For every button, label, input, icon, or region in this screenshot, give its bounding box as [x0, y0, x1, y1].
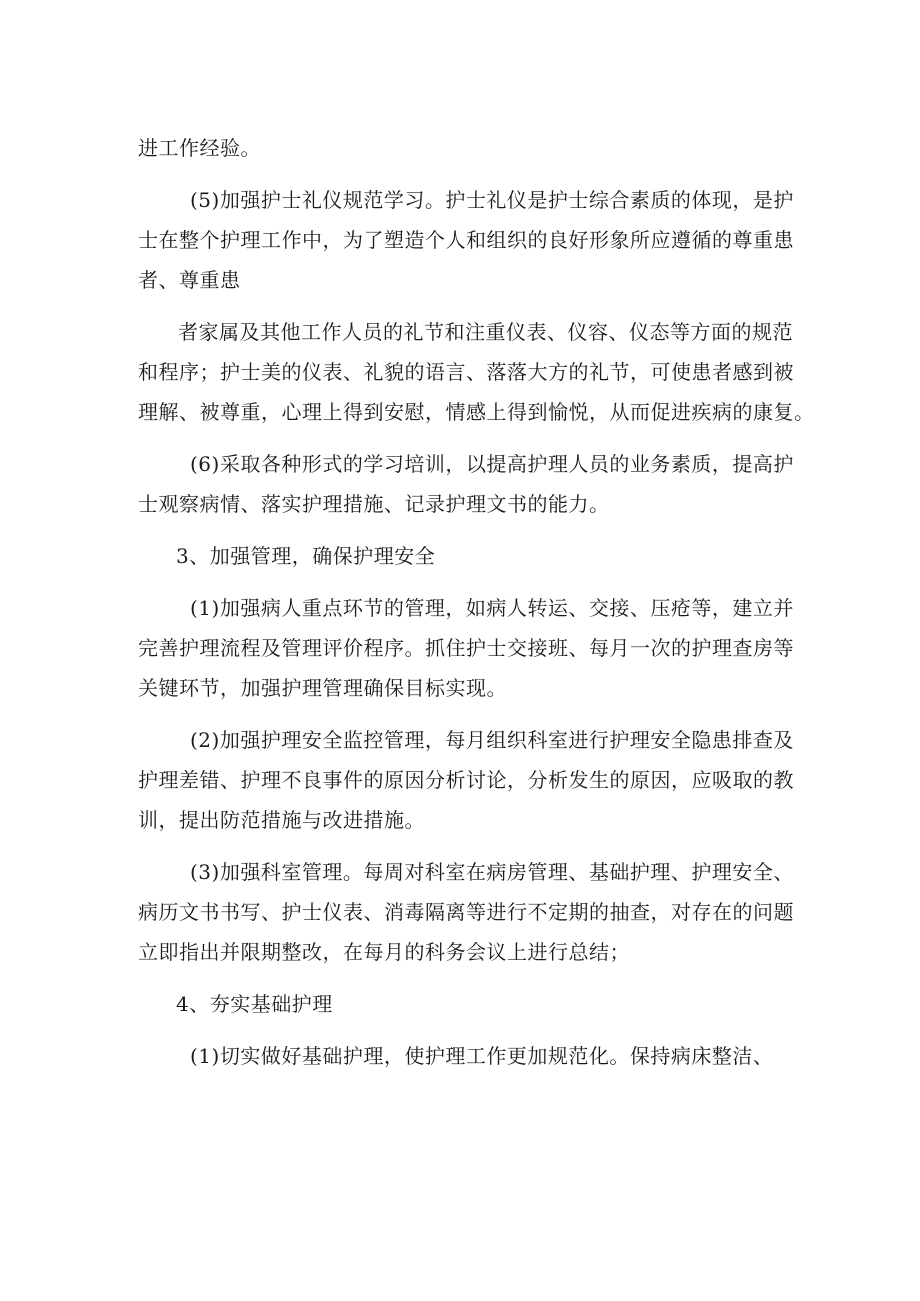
text-line: 士观察病情、落实护理措施、记录护理文书的能力。	[138, 492, 610, 516]
section-heading-3	[138, 536, 798, 576]
text-line: (3)加强科室管理。每周对科室在病房管理、基础护理、护理安全、	[190, 860, 794, 884]
paragraph-etiquette	[138, 312, 815, 432]
text-line: (6)采取各种形式的学习培训，以提高护理人员的业务素质，提高护	[190, 452, 794, 476]
section-heading: 4、夯实基础护理	[176, 992, 333, 1016]
section-heading: 3、加强管理，确保护理安全	[176, 544, 436, 568]
text-line: 和程序；护士美的仪表、礼貌的语言、落落大方的礼节，可使患者感到被	[138, 360, 794, 384]
text-line: 理解、被尊重，心理上得到安慰，情感上得到愉悦，从而促进疾病的康复。	[138, 400, 815, 424]
text-line: 护理差错、护理不良事件的原因分析讨论，分析发生的原因，应吸取的教	[138, 768, 794, 792]
section-heading-4	[138, 984, 798, 1024]
document-body	[138, 128, 815, 1076]
text-line: 关键环节，加强护理管理确保目标实现。	[138, 676, 507, 700]
text-line: (1)加强病人重点环节的管理，如病人转运、交接、压疮等，建立并	[190, 596, 794, 620]
text-line: 立即指出并限期整改，在每月的科务会议上进行总结；	[138, 940, 630, 964]
paragraph-item-6	[138, 444, 798, 524]
text-line: 者、尊重患	[138, 268, 241, 292]
paragraph-continuation	[138, 128, 798, 168]
text-line: 士在整个护理工作中，为了塑造个人和组织的良好形象所应遵循的尊重患	[138, 228, 794, 252]
paragraph-3-3	[138, 852, 798, 972]
text-line: 者家属及其他工作人员的礼节和注重仪表、仪容、仪态等方面的规范	[178, 320, 793, 344]
text-line: (2)加强护理安全监控管理，每月组织科室进行护理安全隐患排查及	[190, 728, 794, 752]
text-line: (5)加强护士礼仪规范学习。护士礼仪是护士综合素质的体现，是护	[190, 188, 794, 212]
paragraph-item-5	[138, 180, 798, 300]
text-line: 训，提出防范措施与改进措施。	[138, 808, 425, 832]
text-line: 进工作经验。	[138, 136, 261, 160]
text-line: 完善护理流程及管理评价程序。抓住护士交接班、每月一次的护理查房等	[138, 636, 794, 660]
text-line: (1)切实做好基础护理，使护理工作更加规范化。保持病床整洁、	[190, 1044, 774, 1068]
text-line: 病历文书书写、护士仪表、消毒隔离等进行不定期的抽查，对存在的问题	[138, 900, 794, 924]
paragraph-3-1	[138, 588, 798, 708]
paragraph-3-2	[138, 720, 798, 840]
paragraph-4-1	[138, 1036, 798, 1076]
